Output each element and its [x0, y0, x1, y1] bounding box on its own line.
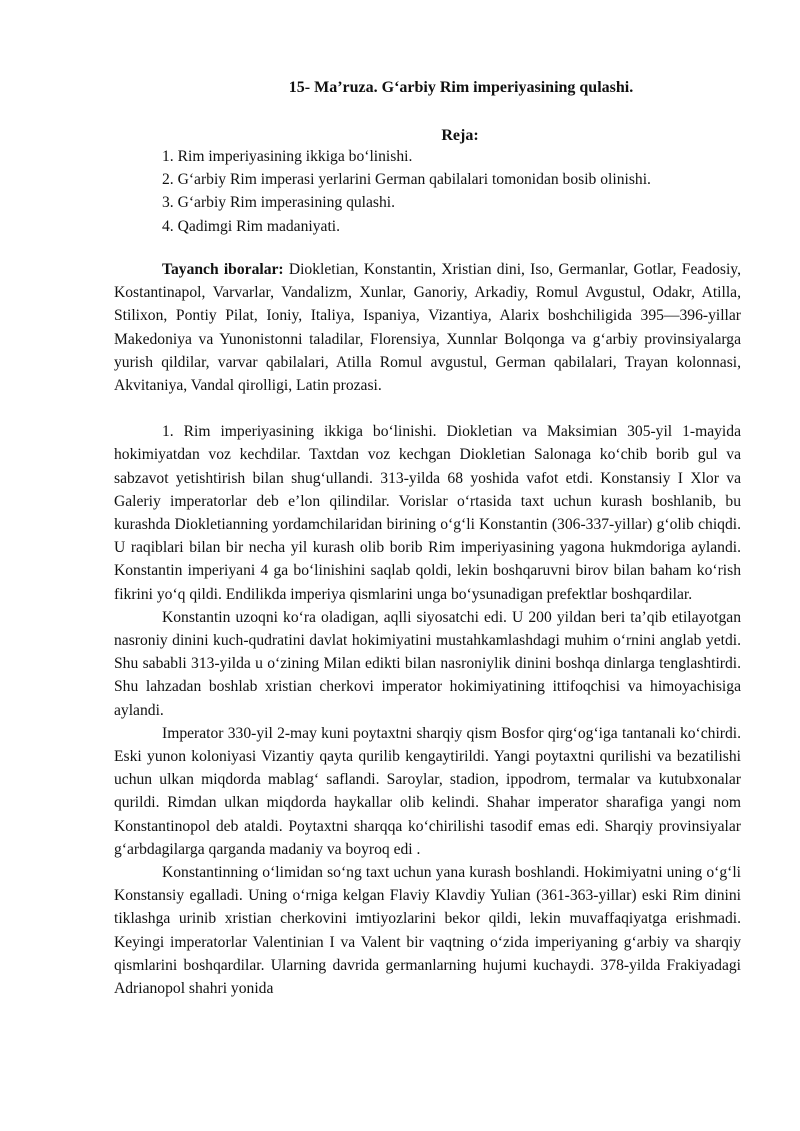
plan-item: 4. Qadimgi Rim madaniyati. — [162, 217, 341, 235]
document-body — [114, 258, 741, 1000]
plan-list — [162, 145, 651, 238]
keywords-paragraph — [114, 258, 741, 397]
plan-item: 3. G‘arbiy Rim imperasining qulashi. — [162, 194, 396, 212]
body-paragraph: Imperator 330-yil 2-may kuni poytaxtni sharqiy qism Bosfor qirg‘og‘iga tantanali ko‘chirdi. Eski yunon koloniyasi Vizantiy qayta qurilib kengaytirildi. Yangi poytaxtni qurilishi va bezatilishi uchun ulkan miqdorda mablag‘ saflandi. Saroylar, stadion, ippodrom, termalar va kutubxonalar qurildi. Rimdan ulkan miqdorda haykallar olib kelindi. Shahar imperator sharafiga yangi nom Konstantinopol deb ataldi. Poytaxtni sharqqa ko‘chirilishi tasodif emas edi. Sharqiy provinsiyalar g‘arbdagilarga qarganda madaniy va boyroq edi . — [114, 724, 741, 858]
plan-heading: Reja: — [441, 127, 479, 144]
keywords-text: Diokletian, Konstantin, Xristian dini, Iso, Germanlar, Gotlar, Feadosiy, Kostantinapol, Varvarlar, Vandalizm, Xunlar, Ganoriy, Arkadiy, Romul Avgustul, Odakr, Atilla, Stilixon, Pontiy Pilat, Ioniy, Italiya, Ispaniya, Vizantiya, Alarix boshchiligida 395—396-yillar Makedoniya va Yunonistonni taladilar, Florensiya, Xunnlar Bolqonga va g‘arbiy provinsiyalarga yurish qildilar, varvar qabilalari, Atilla Romul avgustul, German qabilalari, Trayan kolonnasi, Akvitaniya, Vandal qirolligi, Latin prozasi. — [114, 261, 741, 395]
document-title: 15- Ma’ruza. G‘arbiy Rim imperiyasining qulashi. — [288, 79, 634, 96]
plan-item: 1. Rim imperiyasining ikkiga bo‘linishi. — [162, 148, 413, 165]
body-paragraph: 1. Rim imperiyasining ikkiga bo‘linishi. Diokletian va Maksimian 305-yil 1-mayida hokimiyatdan voz kechdilar. Taxtdan voz kechgan Diokletian Salonaga ko‘chib borib gul va sabzavot yetishtirish bilan shug‘ullandi. 313-yilda 68 yoshida vafot etdi. Konstansiy I Xlor va Galeriy imperatorlar deb e’lon qilindilar. Vorislar o‘rtasida taxt uchun kurash boshlanib, bu kurashda Diokletianning yordamchilaridan birining o‘g‘li Konstantin (306-337-yillar) g‘olib chiqdi. U raqiblari bilan bir necha yil kurash olib borib Rim imperiyasining yagona hukmdoriga aylandi. Konstantin imperiyani 4 ga bo‘linishini saqlab qoldi, lekin boshqaruvni birov bilan baham ko‘rish fikrini yo‘q qildi. Endilikda imperiya qismlarini unga bo‘ysunadigan prefektlar boshqardilar. — [114, 423, 741, 603]
plan-item: 2. G‘arbiy Rim imperasi yerlarini German qabilalari tomonidan bosib olinishi. — [162, 171, 651, 189]
body-paragraph: Konstantinning o‘limidan so‘ng taxt uchun yana kurash boshlandi. Hokimiyatni uning o‘g‘li Konstansiy egalladi. Uning o‘rniga kelgan Flaviy Klavdiy Yulian (361-363-yillar) eski Rim dinini tiklashga urinib xristian cherkovini imtiyozlarini bekor qildi, lekin muvaffaqiyatga erishmadi. Keyingi imperatorlar Valentinian I va Valent bir vaqtning o‘zida imperiyaning g‘arbiy va sharqiy qismlarini boshqardilar. Ularning davrida germanlarning hujumi kuchaydi. 378-yilda Frakiyadagi Adrianopol shahri yonida — [114, 864, 741, 998]
body-paragraph: Konstantin uzoqni ko‘ra oladigan, aqlli siyosatchi edi. U 200 yildan beri ta’qib etilayotgan nasroniy dinini kuch-qudratini davlat hokimiyatini mustahkamlashdagi muhim o‘rnini anglab yetdi. Shu sababli 313-yilda u o‘zining Milan edikti bilan nasroniylik dinini boshqa dinlarga tenglashtirdi. Shu lahzadan boshlab xristian cherkovi imperator hokimiyatining ittifoqchisi va himoyachisiga aylandi. — [114, 608, 741, 719]
keywords-label: Tayanch iboralar: — [162, 261, 284, 278]
